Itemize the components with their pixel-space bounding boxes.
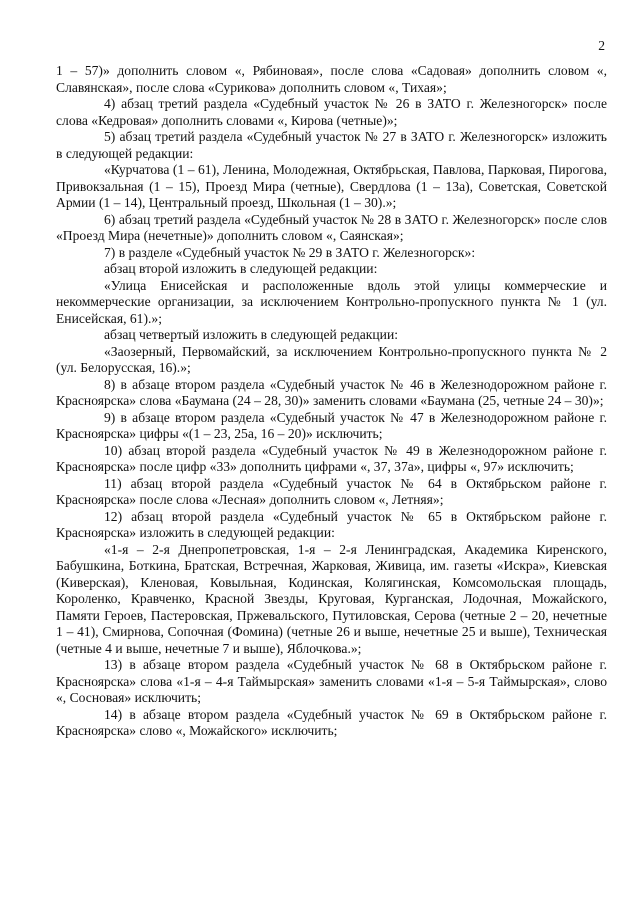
paragraph-item-4: 4) абзац третий раздела «Судебный участок № 26 в ЗАТО г. Железногорск» после слова «Кедровая» дополнить словами «, Кирова (четные)»; [56,96,607,128]
paragraph-item-5: 5) абзац третий раздела «Судебный участок № 27 в ЗАТО г. Железногорск» изложить в следующей редакции: [56,129,607,161]
paragraph-item-5-text: «Курчатова (1 – 61), Ленина, Молодежная, Октябрьская, Павлова, Парковая, Пирогова, Привокзальная (1 – 15), Проезд Мира (четные), Свердлова (1 – 13а), Советская, Советской Армии (1 – 14), Центральный проезд, Школьная (1 – 30).»; [56,162,607,210]
paragraph-item-8: 8) в абзаце втором раздела «Судебный участок № 46 в Железнодорожном районе г. Красноярска» слова «Баумана (24 – 28, 30)» заменить словами «Баумана (25, четные 24 – 30)»; [56,376,607,408]
page-number: 2 [598,38,605,53]
paragraph-item-7-abzac-4-text: «Заозерный, Первомайский, за исключением Контрольно-пропускного пункта № 2 (ул. Белорусская, 16).»; [56,343,607,375]
document-body [56,63,607,740]
paragraph-item-12-text: «1-я – 2-я Днепропетровская, 1-я – 2-я Ленинградская, Академика Киренского, Бабушкина, Боткина, Братская, Встречная, Жарковая, Живица, им. газеты «Искра», Киевская (Киверская), Кленовая, Ковыльная, Кодинская, Колягинская, Комсомольская площадь, Короленко, Кравченко, Красной Звезды, Круговая, Курганская, Лодочная, Можайского, Памяти Героев, Пастеровская, Пржевальского, Путиловская, Серова (четные 2 – 20, нечетные 1 – 41), Смирнова, Сопочная (Фомина) (четные 26 и выше, нечетные 25 и выше), Техническая (четные 4 и выше, нечетные 7 и выше), Яблочкова.»; [56,541,607,656]
paragraph-item-11: 11) абзац второй раздела «Судебный участок № 64 в Октябрьском районе г. Красноярска» после слова «Лесная» дополнить словом «, Летняя»; [56,475,607,507]
paragraph-continuation: 1 – 57)» дополнить словом «, Рябиновая», после слова «Садовая» дополнить словом «, Славянская», после слова «Сурикова» дополнить словом «, Тихая»; [56,63,607,95]
paragraph-item-6: 6) абзац третий раздела «Судебный участок № 28 в ЗАТО г. Железногорск» после слов «Проезд Мира (нечетные)» дополнить словом «, Саянская»; [56,211,607,243]
paragraph-item-7-abzac-2: абзац второй изложить в следующей редакции: [104,261,378,276]
paragraph-item-14: 14) в абзаце втором раздела «Судебный участок № 69 в Октябрьском районе г. Красноярска» слово «, Можайского» исключить; [56,706,607,738]
paragraph-item-7-abzac-2-text: «Улица Енисейская и расположенные вдоль этой улицы коммерческие и некоммерческие организации, за исключением Контрольно-пропускного пункта № 1 (ул. Енисейская, 61).»; [56,277,607,326]
paragraph-item-7-abzac-4: абзац четвертый изложить в следующей редакции: [104,327,399,342]
paragraph-item-9: 9) в абзаце втором раздела «Судебный участок № 47 в Железнодорожном районе г. Красноярска» цифры «(1 – 23, 25а, 16 – 20)» исключить; [56,409,607,441]
paragraph-item-10: 10) абзац второй раздела «Судебный участок № 49 в Железнодорожном районе г. Красноярска» после цифр «33» дополнить цифрами «, 37, 37а», цифры «, 97» исключить; [56,442,607,474]
paragraph-item-12: 12) абзац второй раздела «Судебный участок № 65 в Октябрьском районе г. Красноярска» изложить в следующей редакции: [56,508,607,540]
paragraph-item-13: 13) в абзаце втором раздела «Судебный участок № 68 в Октябрьском районе г. Красноярска» слова «1-я – 4-я Таймырская» заменить словами «1-я – 5-я Таймырская», слово «, Сосновая» исключить; [56,657,607,705]
paragraph-item-7: 7) в разделе «Судебный участок № 29 в ЗАТО г. Железногорск»: [104,244,476,260]
